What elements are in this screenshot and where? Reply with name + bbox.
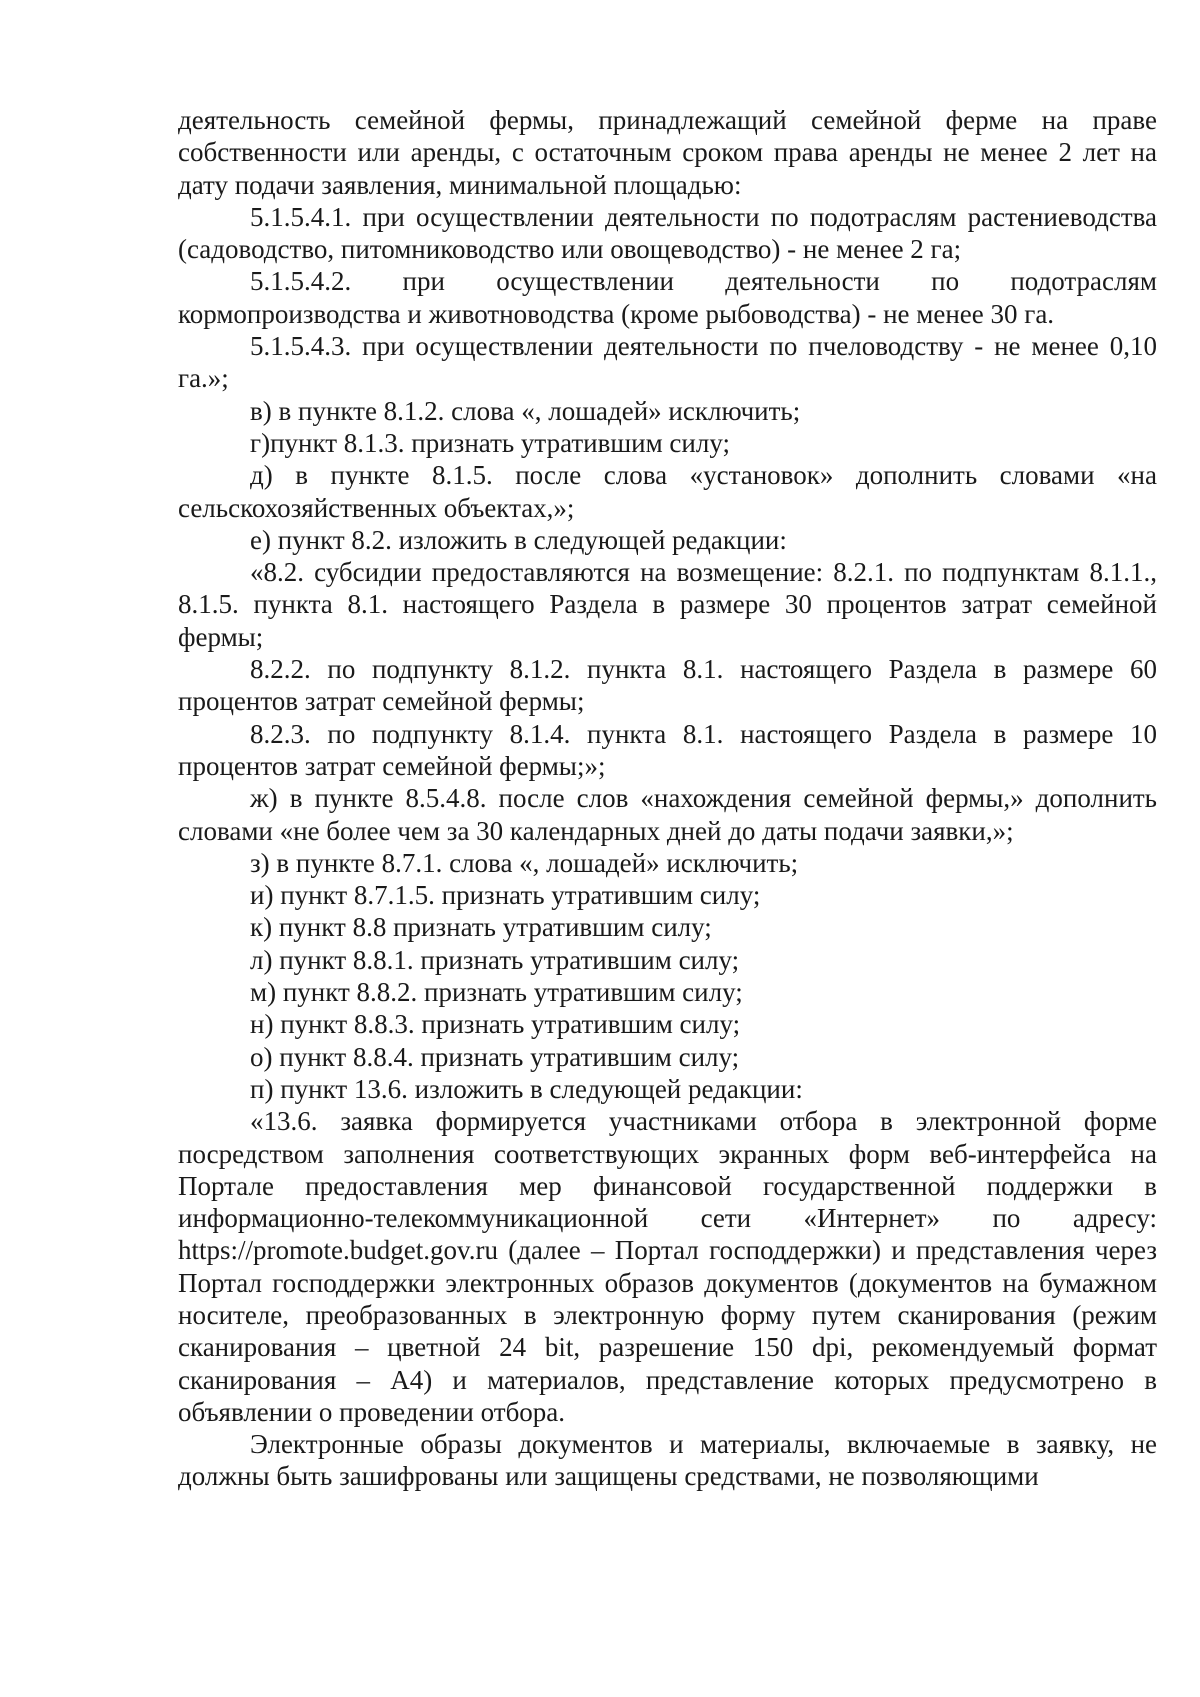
- paragraph-13-6: «13.6. заявка формируется участниками отбора в электронной форме посредством заполнения соответствующих экранных форм веб-интерфейса на Портале предоставления мер финансовой государственной поддержки в информационно-телекоммуникационной сети «Интернет» по адресу: https://promote.budget.gov.ru (далее – Портал господдержки) и представления через Портал господдержки электронных образов документов (документов на бумажном носителе, преобразованных в электронную форму путем сканирования (режим сканирования – цветной 24 bit, разрешение 150 dpi, рекомендуемый формат сканирования – А4) и материалов, представление которых предусмотрено в объявлении о проведении отбора.: [178, 1106, 1157, 1427]
- paragraph-electronic-images: Электронные образы документов и материалы, включаемые в заявку, не должны быть зашифрованы или защищены средствами, не позволяющими: [178, 1429, 1157, 1492]
- document-body: [178, 104, 1157, 1493]
- paragraph-5-1-5-4-1: 5.1.5.4.1. при осуществлении деятельности по подотраслям растениеводства (садоводство, питомниководство или овощеводство) - не менее 2 га;: [178, 201, 1157, 265]
- paragraph-o: о) пункт 8.8.4. признать утратившим силу;: [250, 1041, 740, 1072]
- paragraph-n: н) пункт 8.8.3. признать утратившим силу;: [250, 1009, 741, 1040]
- paragraph-5-1-5-4-2: 5.1.5.4.2. при осуществлении деятельности по подотраслям кормопроизводства и животноводства (кроме рыбоводства) - не менее 30 га.: [178, 266, 1157, 329]
- paragraph-8-2-2: 8.2.2. по подпункту 8.1.2. пункта 8.1. настоящего Раздела в размере 60 процентов затрат семейной фермы;: [178, 654, 1157, 717]
- paragraph-m: м) пункт 8.8.2. признать утратившим силу;: [250, 977, 743, 1008]
- paragraph-g: г)пункт 8.1.3. признать утратившим силу;: [250, 427, 730, 458]
- paragraph-l: л) пункт 8.8.1. признать утратившим силу;: [250, 944, 740, 975]
- paragraph-5-1-5-4-3: 5.1.5.4.3. при осуществлении деятельности по пчеловодству - не менее 0,10 га.»;: [178, 331, 1157, 394]
- paragraph-8-2: «8.2. субсидии предоставляются на возмещение: 8.2.1. по подпунктам 8.1.1., 8.1.5. пункта 8.1. настоящего Раздела в размере 30 процентов затрат семейной фермы;: [178, 557, 1157, 652]
- paragraph-continuation: деятельность семейной фермы, принадлежащий семейной ферме на праве собственности или аренды, с остаточным сроком права аренды не менее 2 лет на дату подачи заявления, минимальной площадью:: [178, 105, 1157, 200]
- paragraph-8-2-3: 8.2.3. по подпункту 8.1.4. пункта 8.1. настоящего Раздела в размере 10 процентов затрат семейной фермы;»;: [178, 718, 1157, 781]
- paragraph-z: з) в пункте 8.7.1. слова «, лошадей» исключить;: [250, 847, 799, 878]
- paragraph-e: е) пункт 8.2. изложить в следующей редакции:: [250, 524, 787, 555]
- paragraph-d: д) в пункте 8.1.5. после слова «установок» дополнить словами «на сельскохозяйственных объектах,»;: [178, 460, 1157, 523]
- paragraph-v: в) в пункте 8.1.2. слова «, лошадей» исключить;: [250, 395, 801, 426]
- paragraph-p: п) пункт 13.6. изложить в следующей редакции:: [250, 1073, 803, 1104]
- paragraph-zh: ж) в пункте 8.5.4.8. после слов «нахождения семейной фермы,» дополнить словами «не более чем за 30 календарных дней до даты подачи заявки,»;: [178, 783, 1157, 846]
- paragraph-k: к) пункт 8.8 признать утратившим силу;: [250, 912, 712, 943]
- paragraph-i: и) пункт 8.7.1.5. признать утратившим силу;: [250, 880, 761, 911]
